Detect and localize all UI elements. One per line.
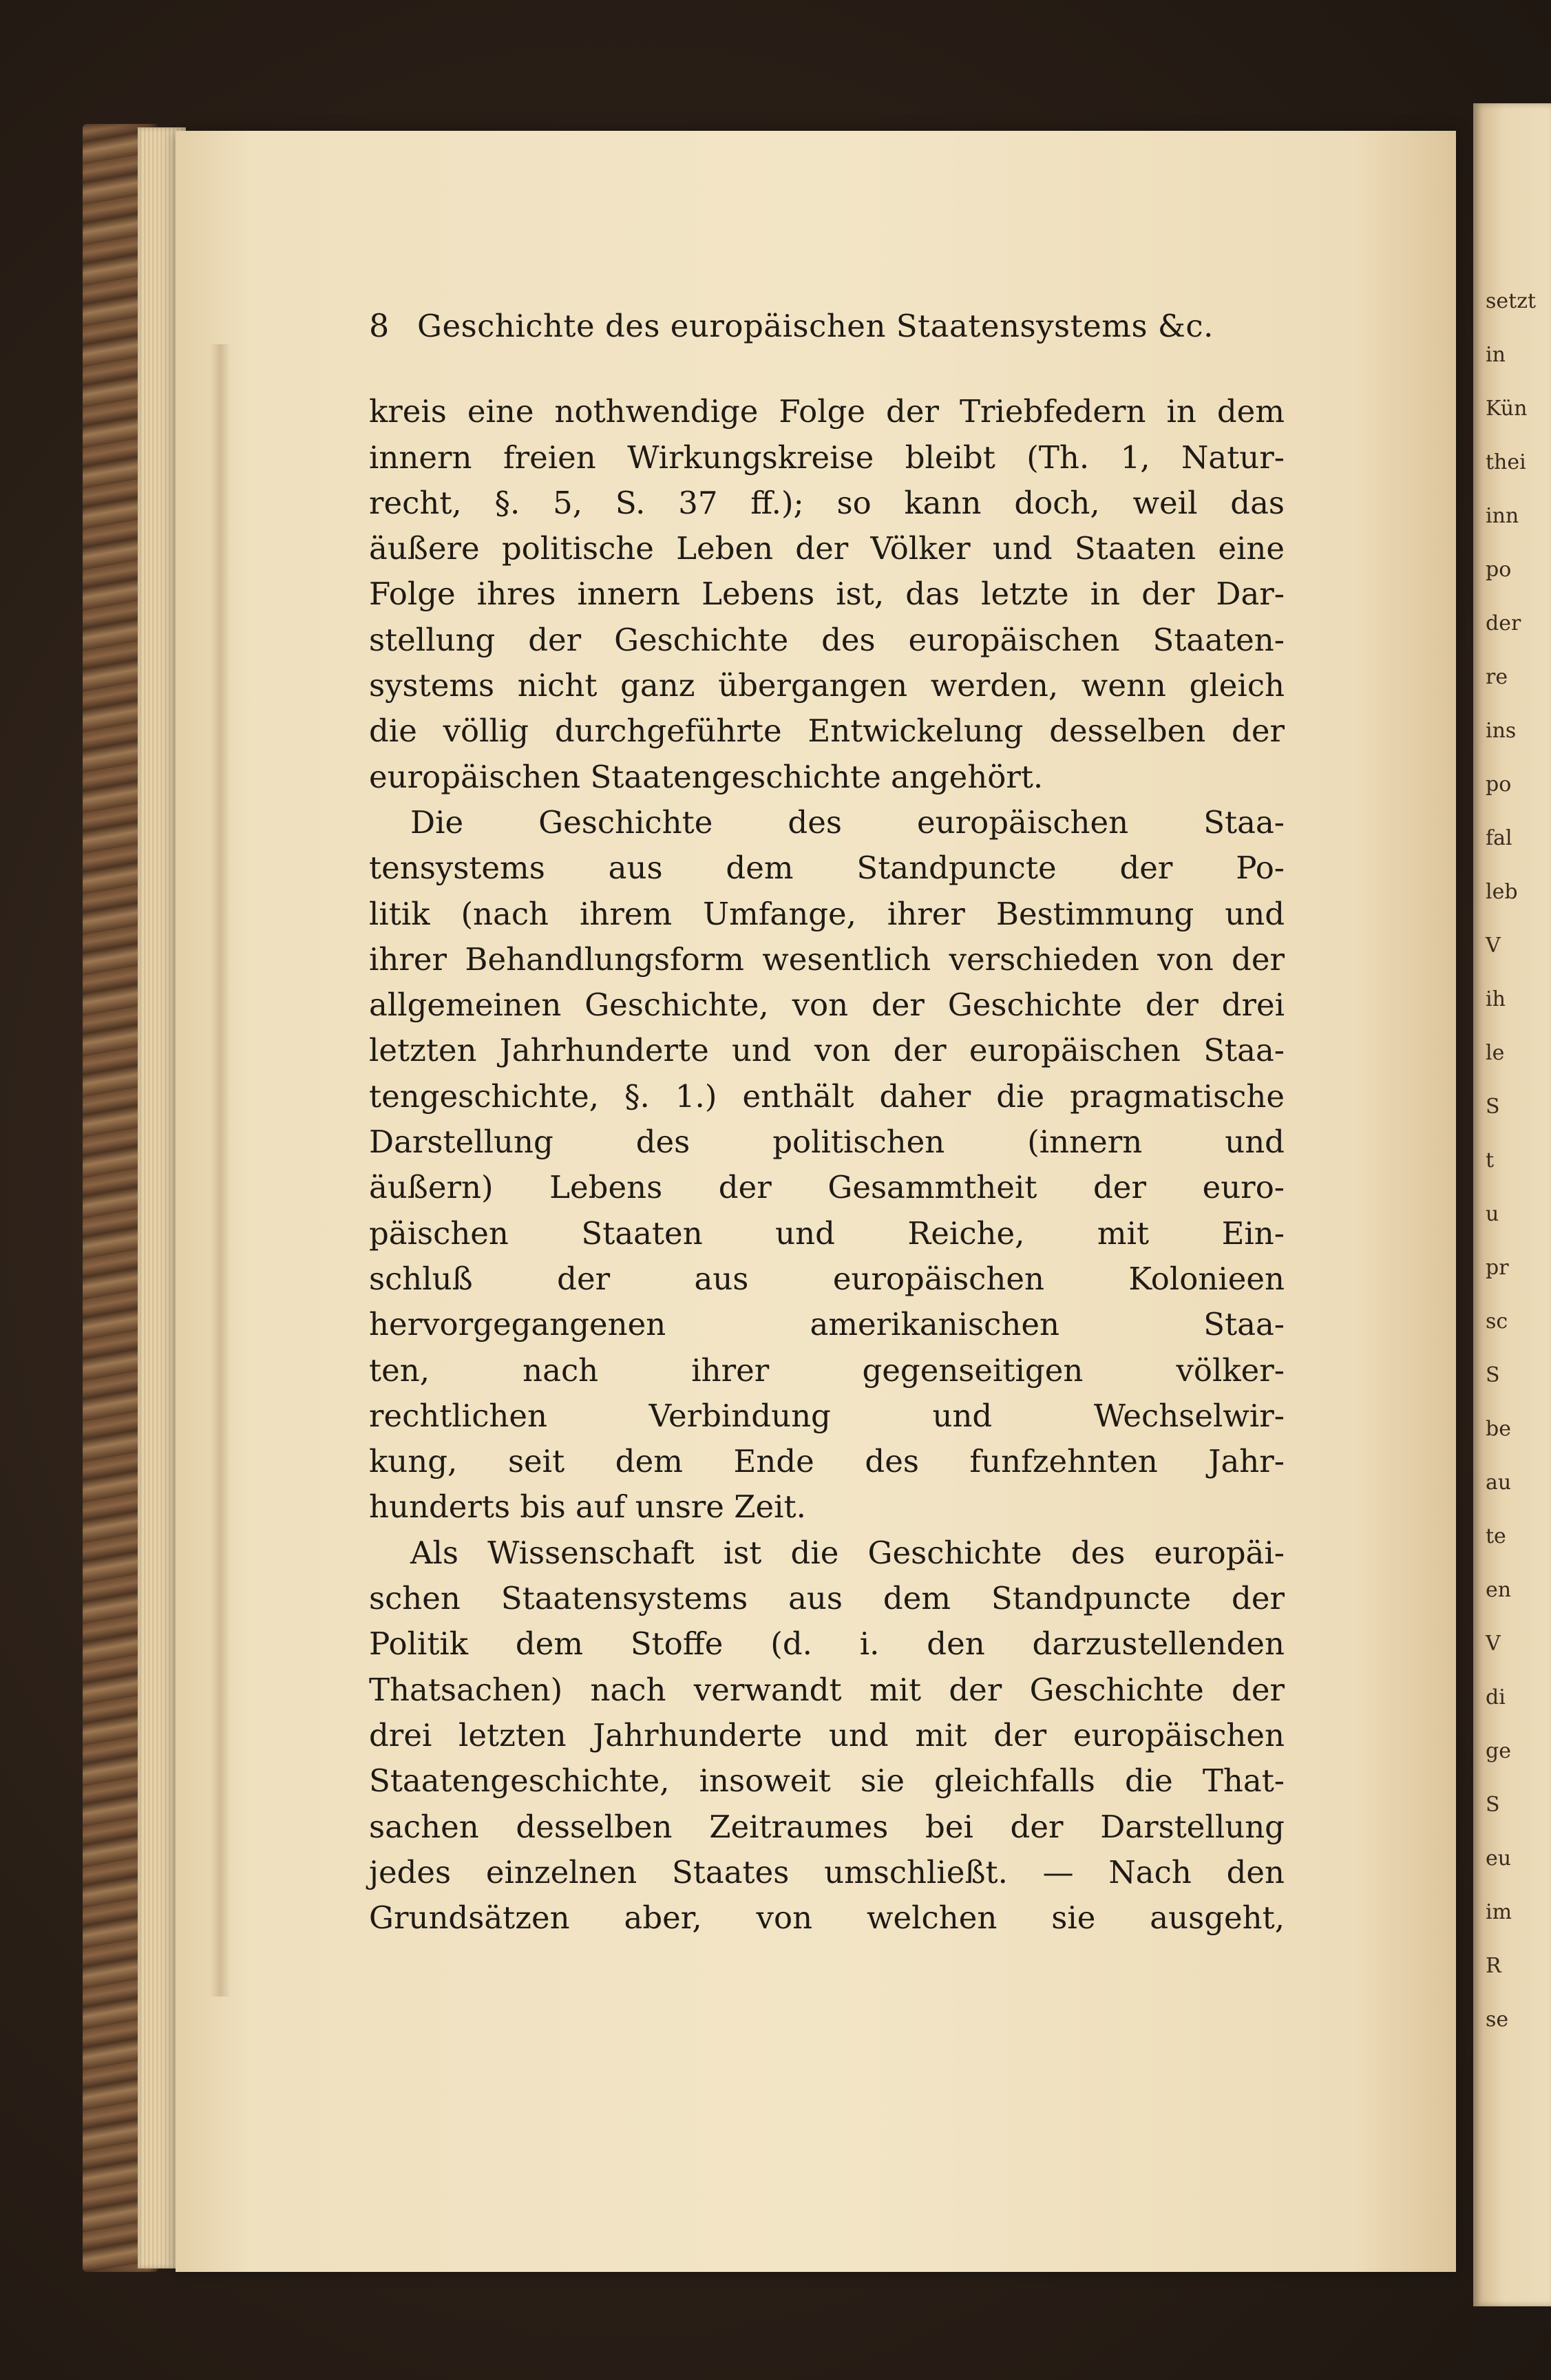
text-line: drei letzten Jahrhunderte und mit der europäischen: [369, 1716, 1285, 1754]
text-line: schluß der aus europäischen Kolonieen: [369, 1260, 1285, 1297]
text-line: kreis eine nothwendige Folge der Triebfedern in dem: [369, 393, 1285, 430]
next-page-fragment: re: [1486, 665, 1508, 689]
text-line: Staatengeschichte, insoweit sie gleichfalls die That-: [369, 1762, 1285, 1800]
text-line: päischen Staaten und Reiche, mit Ein-: [369, 1214, 1285, 1252]
next-page-fragment: der: [1486, 611, 1521, 635]
next-page-fragment: inn: [1486, 504, 1519, 528]
text-line: europäischen Staatengeschichte angehört.: [369, 758, 1044, 795]
next-page-fragment: fal: [1486, 826, 1512, 850]
page-crease: [210, 344, 231, 1997]
text-line: äußere politische Leben der Völker und Staaten eine: [369, 530, 1285, 567]
text-line: hervorgegangenen amerikanischen Staa-: [369, 1306, 1285, 1343]
next-page-fragment: im: [1486, 1900, 1512, 1924]
text-line: stellung der Geschichte des europäischen Staaten-: [369, 621, 1285, 658]
text-line: kung, seit dem Ende des funfzehnten Jahr-: [369, 1443, 1285, 1480]
next-page-fragment: u: [1486, 1202, 1499, 1226]
text-line: recht, §. 5, S. 37 ff.); so kann doch, weil das: [369, 484, 1285, 521]
next-page-fragment: di: [1486, 1685, 1506, 1709]
next-page-fragment: ih: [1486, 987, 1506, 1011]
text-line: litik (nach ihrem Umfange, ihrer Bestimmung und: [369, 895, 1285, 932]
next-page-fragment: Kün: [1486, 397, 1528, 421]
text-line: Darstellung des politischen (innern und: [369, 1124, 1285, 1161]
text-line: systems nicht ganz übergangen werden, wenn gleich: [369, 667, 1285, 704]
next-page-fragment: sc: [1486, 1309, 1508, 1334]
next-page-fragment: le: [1486, 1041, 1505, 1065]
text-line: innern freien Wirkungskreise bleibt (Th. 1, Natur-: [369, 439, 1285, 476]
text-line: Folge ihres innern Lebens ist, das letzte in der Dar-: [369, 576, 1285, 613]
text-line: Grundsätzen aber, von welchen sie ausgeht,: [369, 1899, 1285, 1937]
next-page-fragment: S: [1486, 1095, 1500, 1119]
next-page-fragment: R: [1486, 1954, 1501, 1978]
text-line: sachen desselben Zeitraumes bei der Darstellung: [369, 1808, 1285, 1845]
text-line: ihrer Behandlungsform wesentlich verschieden von der: [369, 940, 1285, 978]
text-line: jedes einzelnen Staates umschließt. — Nach den: [369, 1853, 1285, 1891]
text-line: Politik dem Stoffe (d. i. den darzustellenden: [369, 1625, 1285, 1663]
next-page-fragment: se: [1486, 2008, 1509, 2032]
next-page-fragment: pr: [1486, 1256, 1509, 1280]
page-text: [369, 303, 1285, 1941]
next-page-fragment: S: [1486, 1363, 1500, 1387]
next-page-fragment: in: [1486, 343, 1506, 367]
page-header: [369, 303, 1285, 349]
text-line: allgemeinen Geschichte, von der Geschichte der drei: [369, 987, 1285, 1024]
next-page-fragment: ins: [1486, 719, 1517, 743]
text-line: letzten Jahrhunderte und von der europäischen Staa-: [369, 1032, 1285, 1069]
next-page-fragment: ge: [1486, 1739, 1511, 1763]
next-page-edge: [1473, 103, 1551, 2306]
text-line: schen Staatensystems aus dem Standpuncte der: [369, 1580, 1285, 1617]
text-line: ten, nach ihrer gegenseitigen völker-: [369, 1351, 1285, 1389]
text-line: rechtlichen Verbindung und Wechselwir-: [369, 1397, 1285, 1434]
next-page-fragment: leb: [1486, 880, 1518, 904]
next-page-fragment: t: [1486, 1148, 1495, 1172]
next-page-fragment: po: [1486, 558, 1512, 582]
next-page-fragment: te: [1486, 1524, 1506, 1548]
text-line: die völlig durchgeführte Entwickelung desselben der: [369, 713, 1285, 750]
next-page-fragment: eu: [1486, 1846, 1512, 1871]
text-line: tengeschichte, §. 1.) enthält daher die pragmatische: [369, 1077, 1285, 1115]
page-number: 8: [369, 307, 390, 344]
next-page-fragment: po: [1486, 772, 1512, 797]
text-line: Als Wissenschaft ist die Geschichte des europäi-: [410, 1534, 1285, 1571]
next-page-fragment: setzt: [1486, 289, 1537, 313]
text-line: tensystems aus dem Standpuncte der Po-: [369, 850, 1285, 887]
next-page-fragment: S: [1486, 1793, 1500, 1817]
next-page-fragment: V: [1486, 1632, 1501, 1656]
next-page-fragment: thei: [1486, 450, 1526, 474]
next-page-fragment: V: [1486, 934, 1501, 958]
text-line: Die Geschichte des europäischen Staa-: [410, 803, 1285, 841]
text-line: hunderts bis auf unsre Zeit.: [369, 1488, 806, 1526]
next-page-fragment: be: [1486, 1417, 1511, 1441]
next-page-fragment: au: [1486, 1471, 1512, 1495]
running-head: Geschichte des europäischen Staatensystems &c.: [417, 308, 1214, 344]
text-line: äußern) Lebens der Gesammtheit der euro-: [369, 1169, 1285, 1206]
text-line: Thatsachen) nach verwandt mit der Geschichte der: [369, 1671, 1285, 1708]
next-page-fragment: en: [1486, 1578, 1512, 1602]
